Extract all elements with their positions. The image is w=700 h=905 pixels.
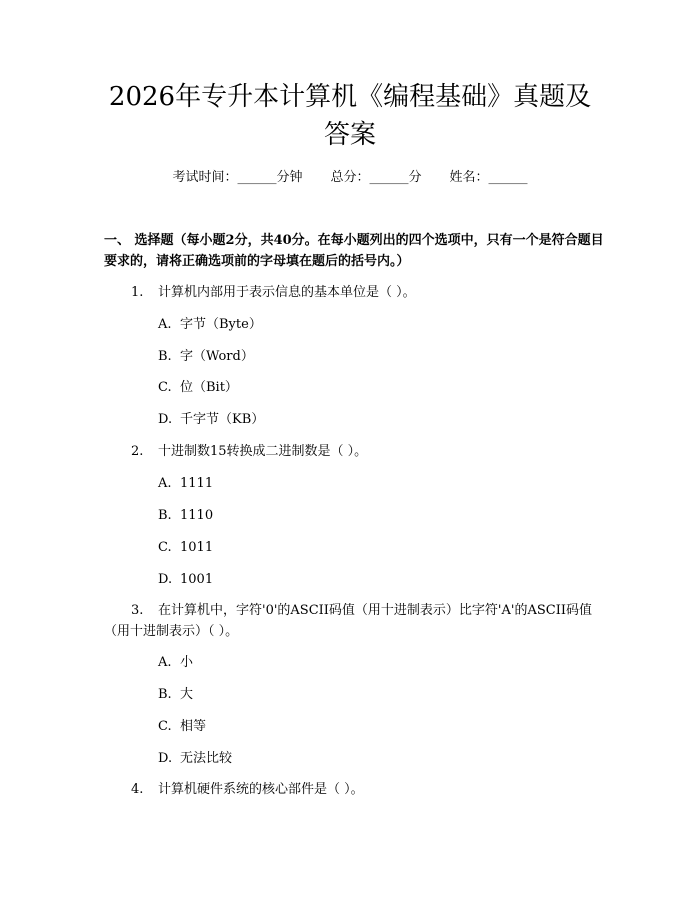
time-unit: 分钟 [276,170,303,185]
question-number: 2. [131,444,144,459]
score-blank: ______ [369,170,409,185]
question-text: 在计算机中，字符'0'的ASCII码值（用十进制表示）比字符'A'的ASCII码值（用十进制表示）（ ）。 [104,603,592,639]
question-number: 3. [131,603,144,618]
question-1 [131,283,416,303]
option-2d [158,570,213,590]
option-3d [158,749,232,769]
option-letter: B. [158,508,172,523]
question-4 [131,780,364,800]
question-3 [104,600,604,642]
name-label: 姓名： [449,170,489,185]
option-3a [158,653,193,673]
option-2a [158,474,213,494]
time-blank: ______ [237,170,277,185]
question-text: 计算机硬件系统的核心部件是（ ）。 [158,782,364,797]
option-text: 小 [180,655,194,670]
option-letter: D. [158,572,173,587]
option-text: 大 [180,687,194,702]
option-letter: B. [158,687,172,702]
option-text: 字节（Byte） [180,317,262,332]
exam-info-line [0,168,700,188]
question-number: 1. [131,285,144,300]
name-blank: ______ [488,170,528,185]
option-letter: C. [158,380,172,395]
option-text: 相等 [180,719,207,734]
option-text: 无法比较 [180,751,233,766]
option-2c [158,538,213,558]
time-label: 考试时间： [172,170,238,185]
section-heading: 一、 选择题（每小题2分，共40分。在每小题列出的四个选项中，只有一个是符合题目要求的，请将正确选项前的字母填在题后的括号内。） [104,233,604,269]
option-text: 1001 [180,572,214,587]
option-text: 字（Word） [180,349,254,364]
option-letter: A. [158,476,172,491]
option-text: 千字节（KB） [180,412,265,427]
option-3b [158,685,193,705]
option-text: 1111 [180,476,214,491]
question-text: 计算机内部用于表示信息的基本单位是（ ）。 [158,285,416,300]
score-label: 总分： [330,170,370,185]
option-letter: D. [158,751,173,766]
option-text: 1011 [180,540,214,555]
option-1b [158,347,254,367]
option-letter: C. [158,719,172,734]
option-1c [158,378,238,398]
option-1d [158,410,264,430]
option-letter: A. [158,317,172,332]
question-2 [131,442,367,462]
option-letter: A. [158,655,172,670]
question-number: 4. [131,782,144,797]
option-2b [158,506,213,526]
question-text: 十进制数15转换成二进制数是（ ）。 [158,444,368,459]
page-title: 2026年专升本计算机《编程基础》真题及答案 [108,82,592,150]
option-1a [158,315,262,335]
score-unit: 分 [408,170,422,185]
option-letter: D. [158,412,173,427]
option-text: 1110 [180,508,214,523]
option-text: 位（Bit） [180,380,238,395]
option-letter: C. [158,540,172,555]
option-letter: B. [158,349,172,364]
option-3c [158,717,206,737]
